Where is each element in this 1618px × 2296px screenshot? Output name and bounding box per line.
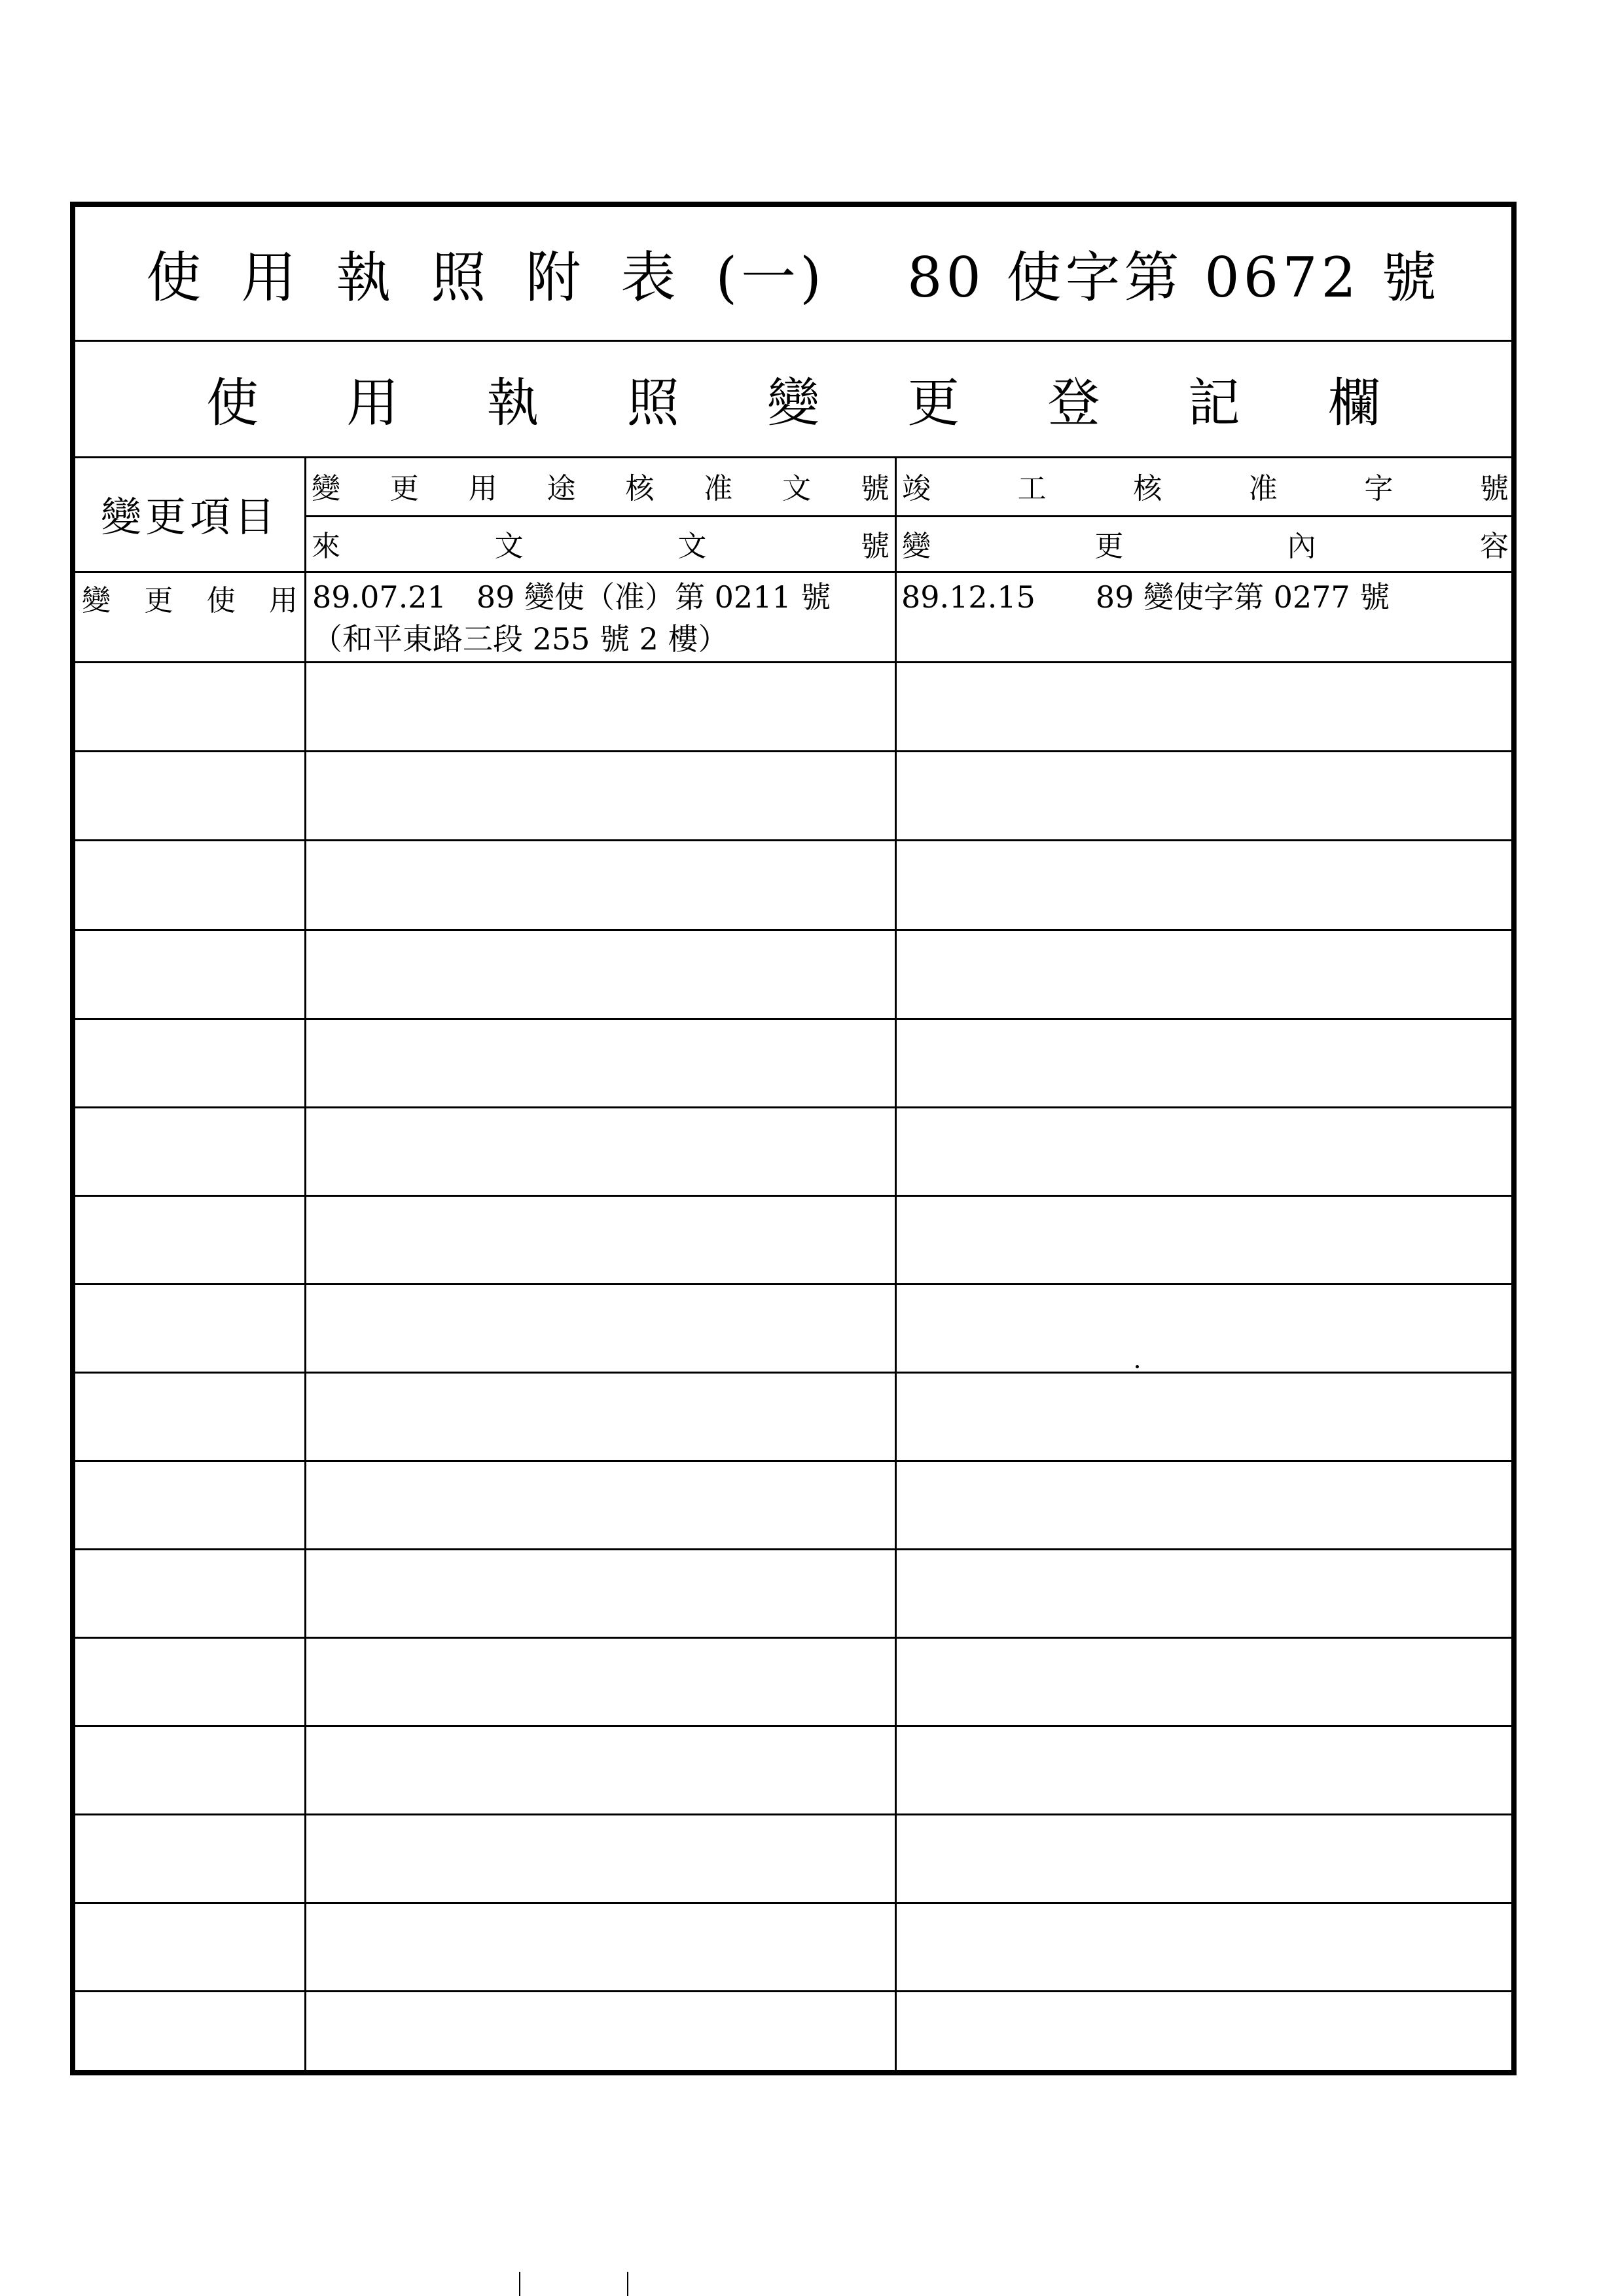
- scan-dot: [1136, 1365, 1139, 1368]
- column-divider: [895, 456, 897, 2070]
- row-divider: [75, 1813, 1511, 1815]
- row-1-completion-no: 89.12.15 89 變使字第 0277 號: [901, 579, 1390, 615]
- usage-license-appendix-form: [70, 202, 1517, 2075]
- section-title: 使 用 執 照 變 更 登 記 欄: [206, 372, 1380, 433]
- scan-mark: [519, 2272, 520, 2296]
- divider: [304, 515, 1511, 517]
- row-divider: [75, 1548, 1511, 1550]
- row-divider: [75, 1725, 1511, 1727]
- row-1-address: （和平東路三段 255 號 2 樓）: [312, 621, 728, 657]
- header-change-item: 變更項目: [100, 493, 279, 541]
- form-title-label: 使 用 執 照 附 表 (一): [146, 246, 825, 310]
- row-divider: [75, 1106, 1511, 1108]
- row-divider: [75, 1460, 1511, 1462]
- form-title: [75, 207, 1511, 340]
- header-incoming-doc-no: 來 文 文 號: [312, 529, 890, 563]
- column-divider: [304, 456, 306, 2070]
- row-divider: [75, 750, 1511, 752]
- row-divider: [75, 1902, 1511, 1904]
- row-divider: [75, 1283, 1511, 1285]
- row-divider: [75, 929, 1511, 931]
- row-divider: [75, 1372, 1511, 1374]
- header-approval-doc-no: 變 更 用 途 核 准 文 號: [312, 472, 890, 505]
- scan-mark: [627, 2272, 628, 2296]
- row-divider: [75, 1195, 1511, 1197]
- row-divider: [75, 1990, 1511, 1992]
- header-completion-approval-no: 竣 工 核 准 字 號: [902, 472, 1509, 505]
- row-divider: [75, 661, 1511, 663]
- row-1-approval-doc: 89.07.21 89 變使（准）第 0211 號: [312, 579, 831, 615]
- row-divider: [75, 1018, 1511, 1020]
- license-number: 80 使字第 0672 號: [907, 246, 1441, 310]
- row-divider: [75, 839, 1511, 841]
- row-divider: [75, 1637, 1511, 1639]
- divider: [75, 571, 1511, 573]
- row-1-change-item: 變 更 使 用: [82, 584, 298, 617]
- header-change-content: 變 更 內 容: [902, 529, 1509, 563]
